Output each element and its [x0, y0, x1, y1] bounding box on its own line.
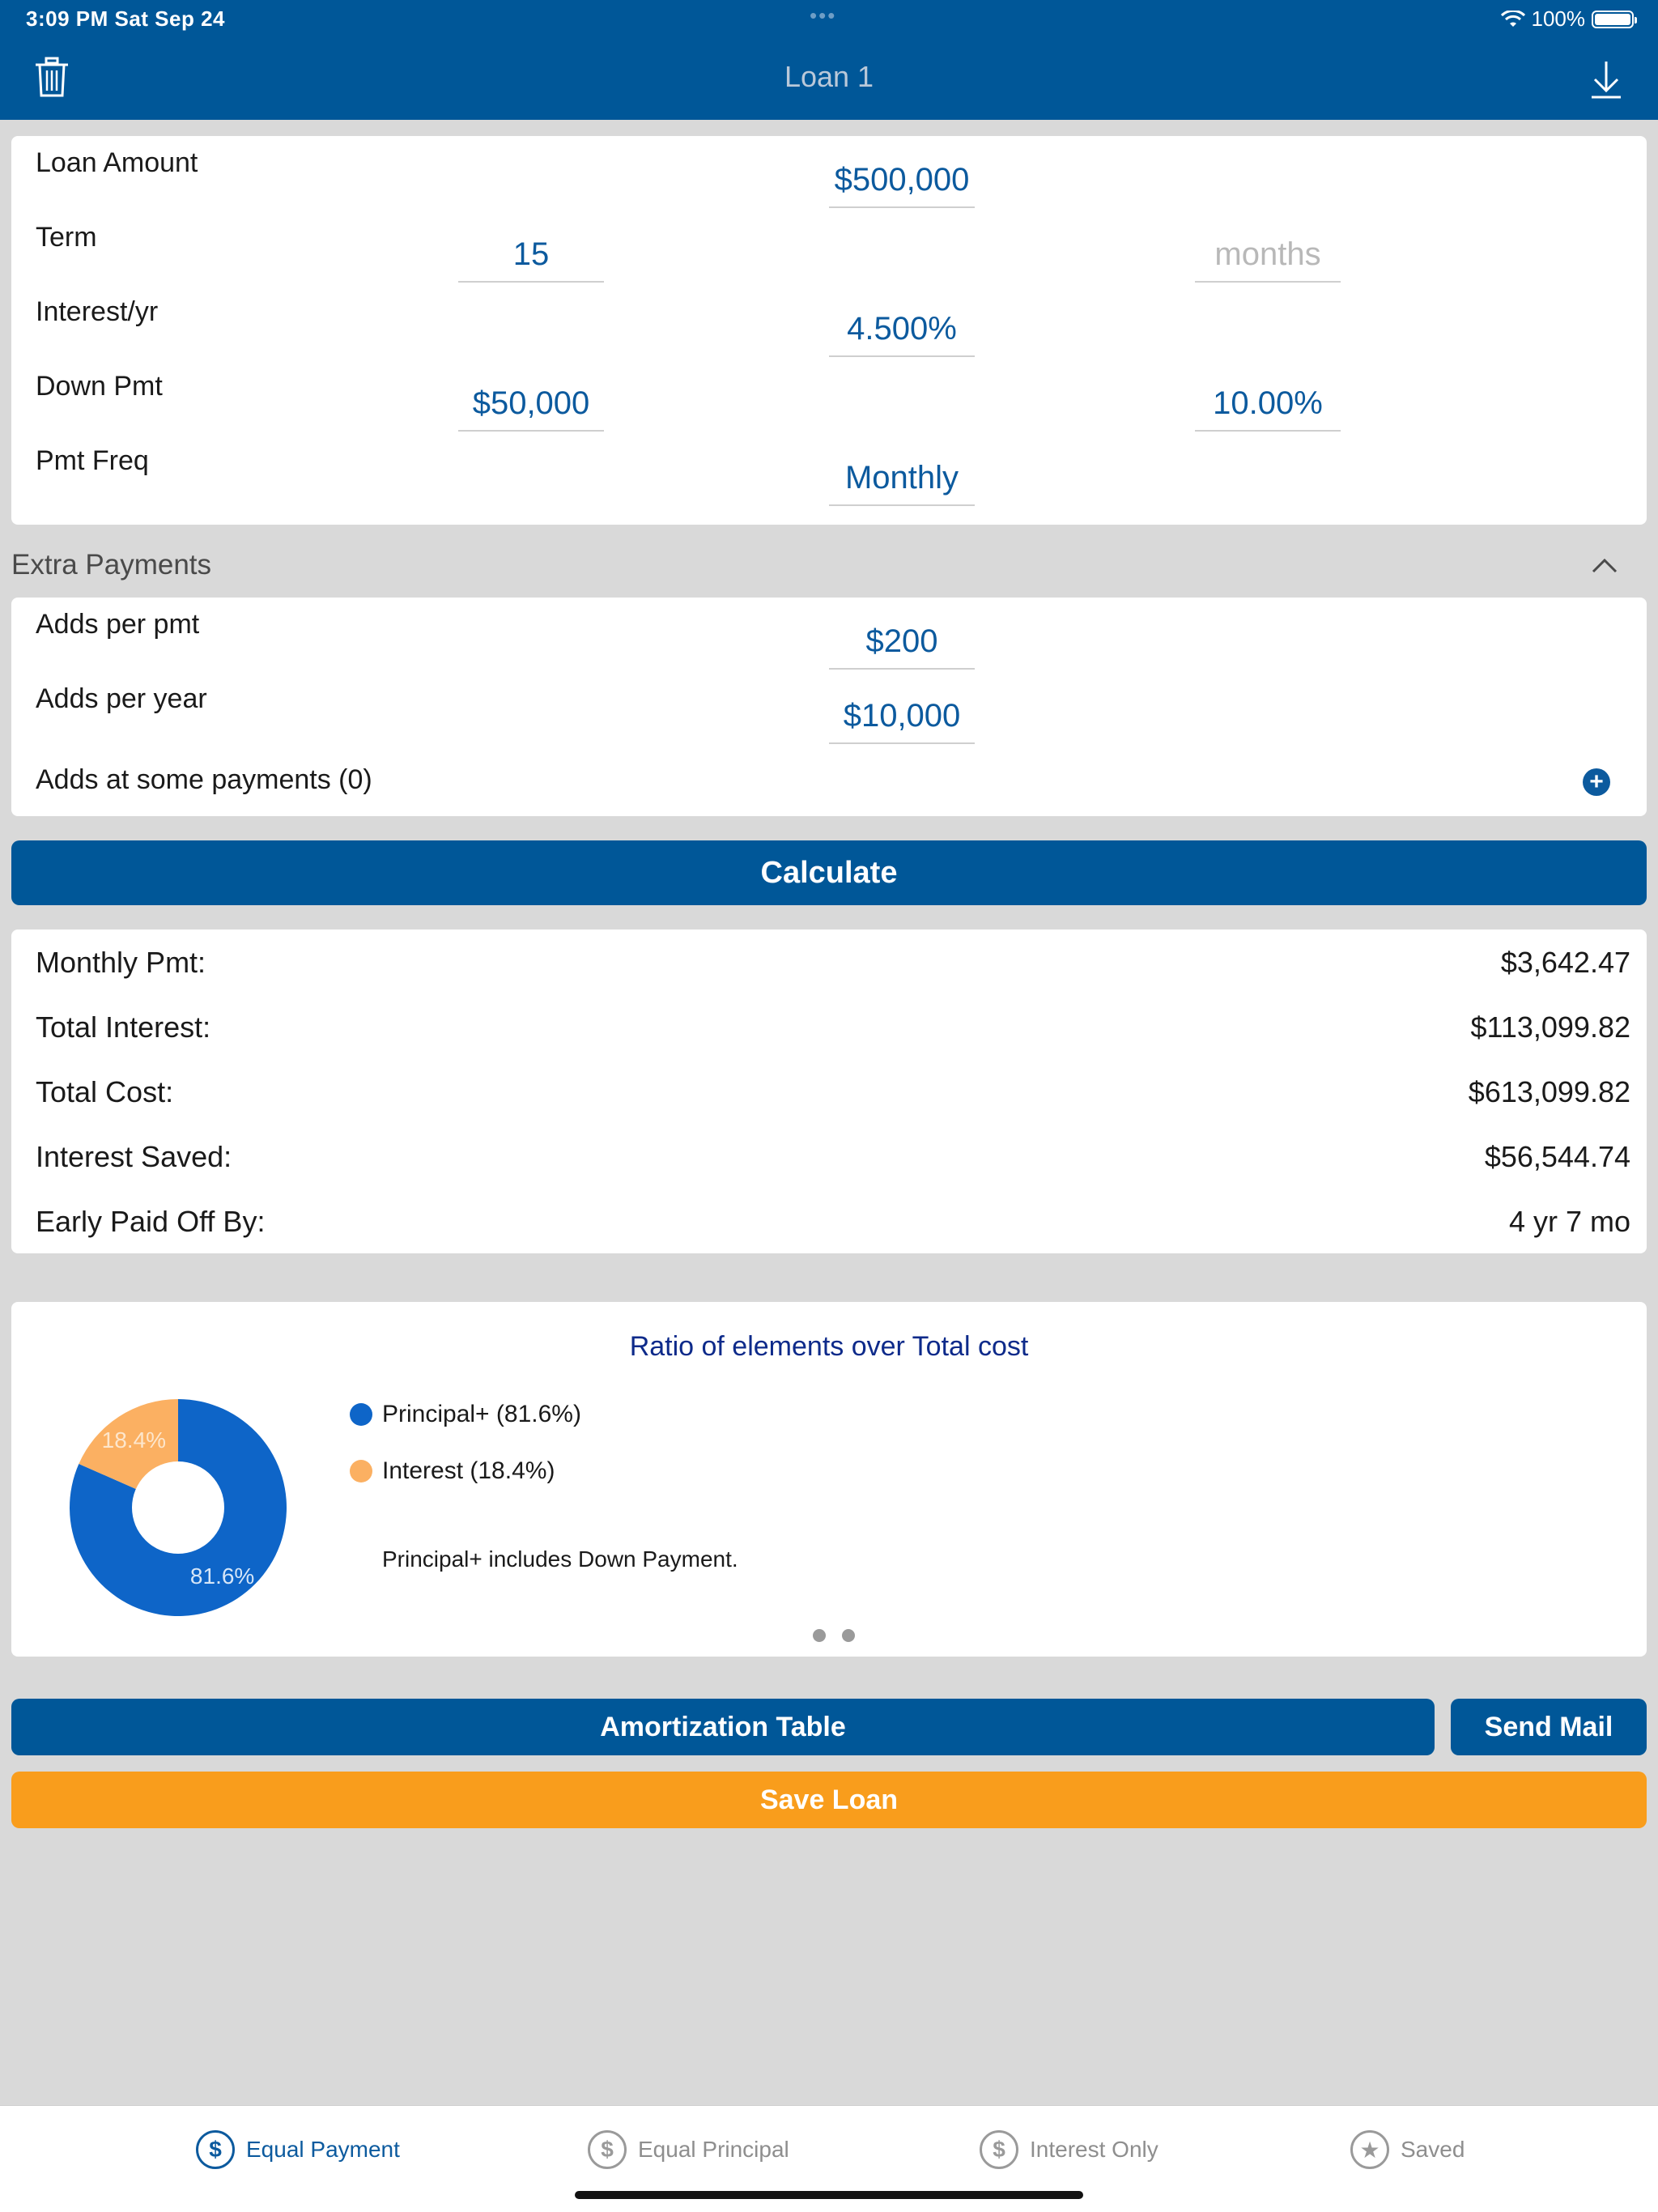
pie-chart [57, 1386, 300, 1629]
download-icon[interactable] [1588, 60, 1624, 100]
total-cost-label: Total Cost: [36, 1075, 174, 1108]
tab-label: Saved [1401, 2137, 1465, 2162]
page-indicator-dot-2[interactable] [842, 1629, 855, 1642]
legend-item-interest [350, 1457, 555, 1485]
pie-label-interest: 18.4% [101, 1427, 167, 1453]
send-mail-button[interactable]: Send Mail [1451, 1699, 1647, 1755]
interest-saved-value: $56,544.74 [1484, 1140, 1630, 1173]
extra-payments-header[interactable]: Extra Payments [11, 549, 212, 581]
tab-label: Equal Payment [246, 2137, 400, 2162]
adds-per-year-label: Adds per year [36, 683, 207, 714]
legend-item-principal [350, 1401, 581, 1428]
payment-frequency-field[interactable]: Monthly [829, 460, 975, 506]
plus-circle-icon[interactable]: + [1583, 768, 1610, 796]
legend-label-interest: Interest (18.4%) [382, 1457, 555, 1484]
term-field[interactable]: 15 [458, 236, 604, 283]
loan-input-card [11, 136, 1647, 525]
early-paid-off-label: Early Paid Off By: [36, 1205, 266, 1238]
tab-equal-payment[interactable] [196, 2130, 400, 2169]
dollar-circle-icon: $ [588, 2130, 627, 2169]
loan-amount-field[interactable]: $500,000 [829, 162, 975, 208]
status-time-date: 3:09 PM Sat Sep 24 [26, 6, 225, 31]
navigation-bar [0, 0, 1658, 120]
save-loan-button[interactable]: Save Loan [11, 1772, 1647, 1828]
pie-label-principal: 81.6% [189, 1563, 255, 1589]
down-payment-percent-field[interactable]: 10.00% [1195, 385, 1341, 432]
tab-interest-only[interactable] [980, 2130, 1158, 2169]
adds-per-payment-label: Adds per pmt [36, 609, 200, 640]
down-payment-amount-field[interactable]: $50,000 [458, 385, 604, 432]
calculate-button[interactable]: Calculate [11, 840, 1647, 905]
tab-label: Equal Principal [638, 2137, 789, 2162]
loan-amount-label: Loan Amount [36, 147, 198, 178]
adds-at-some-payments-label[interactable]: Adds at some payments (0) [36, 764, 372, 795]
monthly-payment-value: $3,642.47 [1500, 946, 1630, 979]
dollar-circle-icon: $ [196, 2130, 235, 2169]
term-label: Term [36, 222, 97, 253]
extra-payments-card [11, 598, 1647, 816]
wifi-icon [1501, 11, 1525, 28]
total-interest-label: Total Interest: [36, 1010, 211, 1044]
total-interest-value: $113,099.82 [1470, 1010, 1630, 1044]
chart-card[interactable] [11, 1302, 1647, 1657]
dollar-circle-icon: $ [980, 2130, 1018, 2169]
results-card [11, 929, 1647, 1253]
tab-equal-principal[interactable] [588, 2130, 789, 2169]
monthly-payment-label: Monthly Pmt: [36, 946, 206, 979]
adds-per-payment-field[interactable]: $200 [829, 623, 975, 670]
legend-dot-principal [350, 1403, 372, 1426]
tab-label: Interest Only [1030, 2137, 1158, 2162]
star-circle-icon: ★ [1350, 2130, 1389, 2169]
battery-percent: 100% [1531, 6, 1585, 31]
payment-frequency-label: Pmt Freq [36, 445, 149, 476]
nav-title: Loan 1 [784, 60, 874, 93]
amortization-table-button[interactable]: Amortization Table [11, 1699, 1435, 1755]
interest-saved-label: Interest Saved: [36, 1140, 232, 1173]
total-cost-value: $613,099.82 [1468, 1075, 1630, 1108]
tab-saved[interactable] [1350, 2130, 1465, 2169]
legend-label-principal: Principal+ (81.6%) [382, 1401, 581, 1427]
home-indicator [575, 2191, 1083, 2199]
chart-title: Ratio of elements over Total cost [629, 1331, 1029, 1362]
down-payment-label: Down Pmt [36, 371, 163, 402]
legend-dot-interest [350, 1460, 372, 1482]
page-indicator-dot-1[interactable] [813, 1629, 826, 1642]
early-paid-off-value: 4 yr 7 mo [1508, 1205, 1630, 1238]
adds-per-year-field[interactable]: $10,000 [829, 698, 975, 744]
multitasking-dots[interactable]: ••• [810, 3, 837, 28]
interest-label: Interest/yr [36, 296, 159, 327]
chart-note: Principal+ includes Down Payment. [382, 1546, 738, 1572]
battery-icon [1592, 11, 1634, 28]
interest-field[interactable]: 4.500% [829, 311, 975, 357]
pie-hole [132, 1461, 224, 1554]
chevron-up-icon[interactable] [1588, 554, 1621, 578]
term-unit-field[interactable]: months [1195, 236, 1341, 283]
status-right [1501, 6, 1635, 32]
